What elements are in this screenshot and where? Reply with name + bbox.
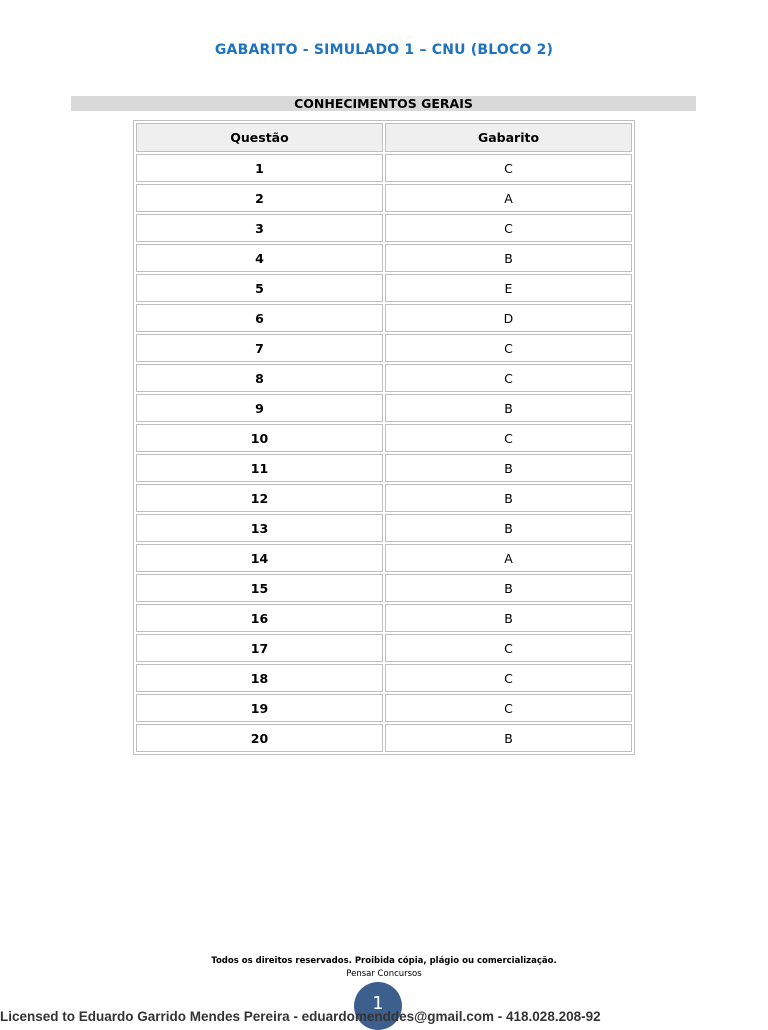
section-title: CONHECIMENTOS GERAIS [71, 96, 696, 111]
table-row [136, 694, 632, 722]
document-title: GABARITO - SIMULADO 1 – CNU (BLOCO 2) [214, 42, 554, 58]
column-header-gabarito: Gabarito [385, 123, 632, 152]
gabarito-cell: B [385, 394, 632, 422]
gabarito-cell: B [385, 604, 632, 632]
questao-cell: 6 [136, 304, 383, 332]
gabarito-cell: A [385, 544, 632, 572]
questao-cell: 17 [136, 634, 383, 662]
questao-cell: 14 [136, 544, 383, 572]
gabarito-cell: A [385, 184, 632, 212]
gabarito-cell: C [385, 424, 632, 452]
table-body [136, 154, 632, 752]
table-row [136, 454, 632, 482]
gabarito-cell: C [385, 694, 632, 722]
table-row [136, 184, 632, 212]
table-row [136, 364, 632, 392]
gabarito-cell: C [385, 334, 632, 362]
footer-rights-notice: Todos os direitos reservados. Proibida cópia, plágio ou comercialização. [211, 956, 557, 966]
questao-cell: 5 [136, 274, 383, 302]
gabarito-cell: B [385, 244, 632, 272]
questao-cell: 3 [136, 214, 383, 242]
table-row [136, 664, 632, 692]
gabarito-cell: C [385, 214, 632, 242]
table-row [136, 394, 632, 422]
questao-cell: 13 [136, 514, 383, 542]
questao-cell: 4 [136, 244, 383, 272]
table-row [136, 244, 632, 272]
table-row [136, 334, 632, 362]
gabarito-cell: C [385, 664, 632, 692]
footer-brand: Pensar Concursos [346, 969, 422, 979]
answer-key-table [133, 120, 635, 755]
table-row [136, 214, 632, 242]
questao-cell: 19 [136, 694, 383, 722]
questao-cell: 8 [136, 364, 383, 392]
questao-cell: 10 [136, 424, 383, 452]
questao-cell: 12 [136, 484, 383, 512]
table-header-row [136, 123, 632, 152]
table-row [136, 484, 632, 512]
questao-cell: 20 [136, 724, 383, 752]
table-row [136, 304, 632, 332]
gabarito-cell: C [385, 364, 632, 392]
gabarito-cell: B [385, 724, 632, 752]
gabarito-cell: B [385, 514, 632, 542]
table-row [136, 274, 632, 302]
table-row [136, 154, 632, 182]
gabarito-cell: C [385, 154, 632, 182]
gabarito-cell: B [385, 454, 632, 482]
questao-cell: 9 [136, 394, 383, 422]
table-row [136, 514, 632, 542]
questao-cell: 11 [136, 454, 383, 482]
table-row [136, 634, 632, 662]
table-row [136, 724, 632, 752]
gabarito-cell: C [385, 634, 632, 662]
questao-cell: 18 [136, 664, 383, 692]
questao-cell: 2 [136, 184, 383, 212]
license-watermark: Licensed to Eduardo Garrido Mendes Pereira - eduardomenddes@gmail.com - 418.028.208-92 [0, 1009, 601, 1024]
questao-cell: 16 [136, 604, 383, 632]
table-row [136, 574, 632, 602]
gabarito-cell: D [385, 304, 632, 332]
page-number-badge: 1 [354, 982, 402, 1030]
table-row [136, 604, 632, 632]
questao-cell: 15 [136, 574, 383, 602]
column-header-questao: Questão [136, 123, 383, 152]
table-row [136, 544, 632, 572]
gabarito-cell: B [385, 574, 632, 602]
gabarito-cell: E [385, 274, 632, 302]
gabarito-cell: B [385, 484, 632, 512]
table-row [136, 424, 632, 452]
questao-cell: 7 [136, 334, 383, 362]
questao-cell: 1 [136, 154, 383, 182]
